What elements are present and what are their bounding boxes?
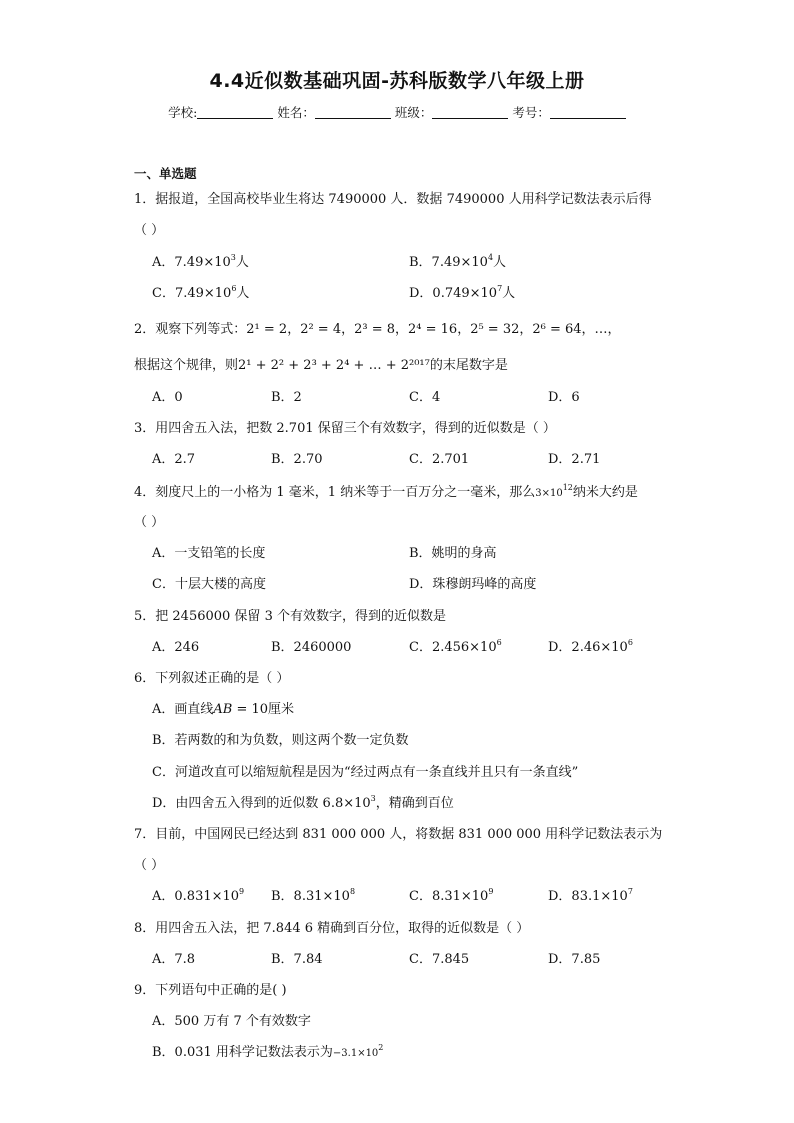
question-6-stem: 6．下列叙述正确的是（ ） [134,671,290,686]
question-7-option-c[interactable]: C．$8.31\times 10^9$ [409,887,494,904]
question-2-stem: 2．观察下列等式：2¹ = 2，2² = 4，2³ = 8，2⁴ = 16，2⁵ = 32，2⁶ = 64，…， [134,322,621,337]
school-blank[interactable] [197,106,273,119]
question-7-stem: 7．目前，中国网民已经达到 831 000 000 人，将数据 831 000 000 用科学记数法表示为 [134,827,663,842]
question-8-option-c[interactable]: C．7.845 [409,952,470,967]
question-7-paren: （ ） [134,858,165,873]
question-8-option-b[interactable]: B．7.84 [271,952,323,967]
document-title: 4.4近似数基础巩固-苏科版数学八年级上册 [209,70,585,92]
exam-number-label: 考号： [512,105,550,120]
class-blank[interactable] [432,106,508,119]
question-5-option-a[interactable]: A．246 [152,640,200,655]
question-5-stem: 5．把 2456000 保留 3 个有效数字，得到的近似数是 [134,609,446,624]
class-label: 班级： [394,105,433,120]
question-2-option-c[interactable]: C．4 [409,390,441,405]
question-5-option-c[interactable]: C．$2.456\times 10^6$ [409,638,502,655]
question-4-option-b[interactable]: B．姚明的身高 [409,546,497,561]
question-2-option-d[interactable]: D．6 [548,390,580,405]
question-9-stem: 9．下列语句中正确的是( ) [134,983,287,998]
student-info-row [0,103,794,121]
question-1-option-d[interactable]: D．$0.749\times 10^7$人 [409,284,516,301]
question-7-option-d[interactable]: D．$83.1\times 10^7$ [548,887,633,904]
question-2-option-a[interactable]: A．0 [152,390,183,405]
question-6-option-d[interactable]: D．由四舍五入得到的近似数 $6.8\times 10^3$，精确到百位 [152,794,454,811]
question-1-option-b[interactable]: B．$7.49\times 10^4$人 [409,253,507,270]
name-blank[interactable] [315,106,391,119]
question-8-stem: 8．用四舍五入法，把 7.844 6 精确到百分位，取得的近似数是（ ） [134,921,530,936]
question-4-option-d[interactable]: D．珠穆朗玛峰的高度 [409,577,537,592]
question-1-paren: （ ） [134,223,165,238]
question-2-stem-line-2: 根据这个规律，则2¹ + 2² + 2³ + 2⁴ + … + 2²⁰¹⁷的末尾数字是 [134,358,508,373]
question-4-stem: 4．刻度尺上的一小格为 1 毫米，1 纳米等于一百万分之一毫米，那么$3\times 10^{12}$纳米大约是 [134,483,638,500]
question-6-option-c[interactable]: C．河道改直可以缩短航程是因为“经过两点有一条直线并且只有一条直线” [152,765,579,780]
exam-number-blank[interactable] [550,106,626,119]
name-label: 姓名： [277,105,315,120]
question-3-option-a[interactable]: A．2.7 [152,452,196,467]
school-label: 学校: [168,105,198,120]
question-3-option-b[interactable]: B．2.70 [271,452,323,467]
question-6-option-b[interactable]: B．若两数的和为负数，则这两个数一定负数 [152,733,409,748]
question-3-option-c[interactable]: C．2.701 [409,452,470,467]
question-4-option-c[interactable]: C．十层大楼的高度 [152,577,266,592]
question-5-option-b[interactable]: B．2460000 [271,640,352,655]
question-2-option-b[interactable]: B．2 [271,390,302,405]
question-1-option-a[interactable]: A．$7.49\times 10^3$人 [152,253,249,270]
question-4-paren: （ ） [134,515,165,530]
question-3-stem: 3．用四舍五入法，把数 2.701 保留三个有效数字，得到的近似数是（ ） [134,421,556,436]
question-8-option-d[interactable]: D．7.85 [548,952,601,967]
question-9-option-a[interactable]: A．500 万有 7 个有效数字 [152,1014,311,1029]
question-6-option-a[interactable]: A．画直线AB = 10厘米 [152,702,295,717]
question-7-option-b[interactable]: B．$8.31\times 10^8$ [271,887,356,904]
question-1-option-c[interactable]: C．$7.49\times 10^6$人 [152,284,250,301]
question-3-option-d[interactable]: D．2.71 [548,452,601,467]
question-9-option-b[interactable]: B．0.031 用科学记数法表示为$-3.1\times 10^2$ [152,1043,384,1060]
question-8-option-a[interactable]: A．7.8 [152,952,196,967]
question-4-option-a[interactable]: A．一支铅笔的长度 [152,546,266,561]
question-7-option-a[interactable]: A．$0.831\times 10^9$ [152,887,245,904]
question-1-stem: 1．据报道，全国高校毕业生将达 7490000 人．数据 7490000 人用科学记数法表示后得 [134,192,652,207]
question-5-option-d[interactable]: D．$2.46\times 10^6$ [548,638,633,655]
section-heading: 一、单选题 [134,166,197,181]
